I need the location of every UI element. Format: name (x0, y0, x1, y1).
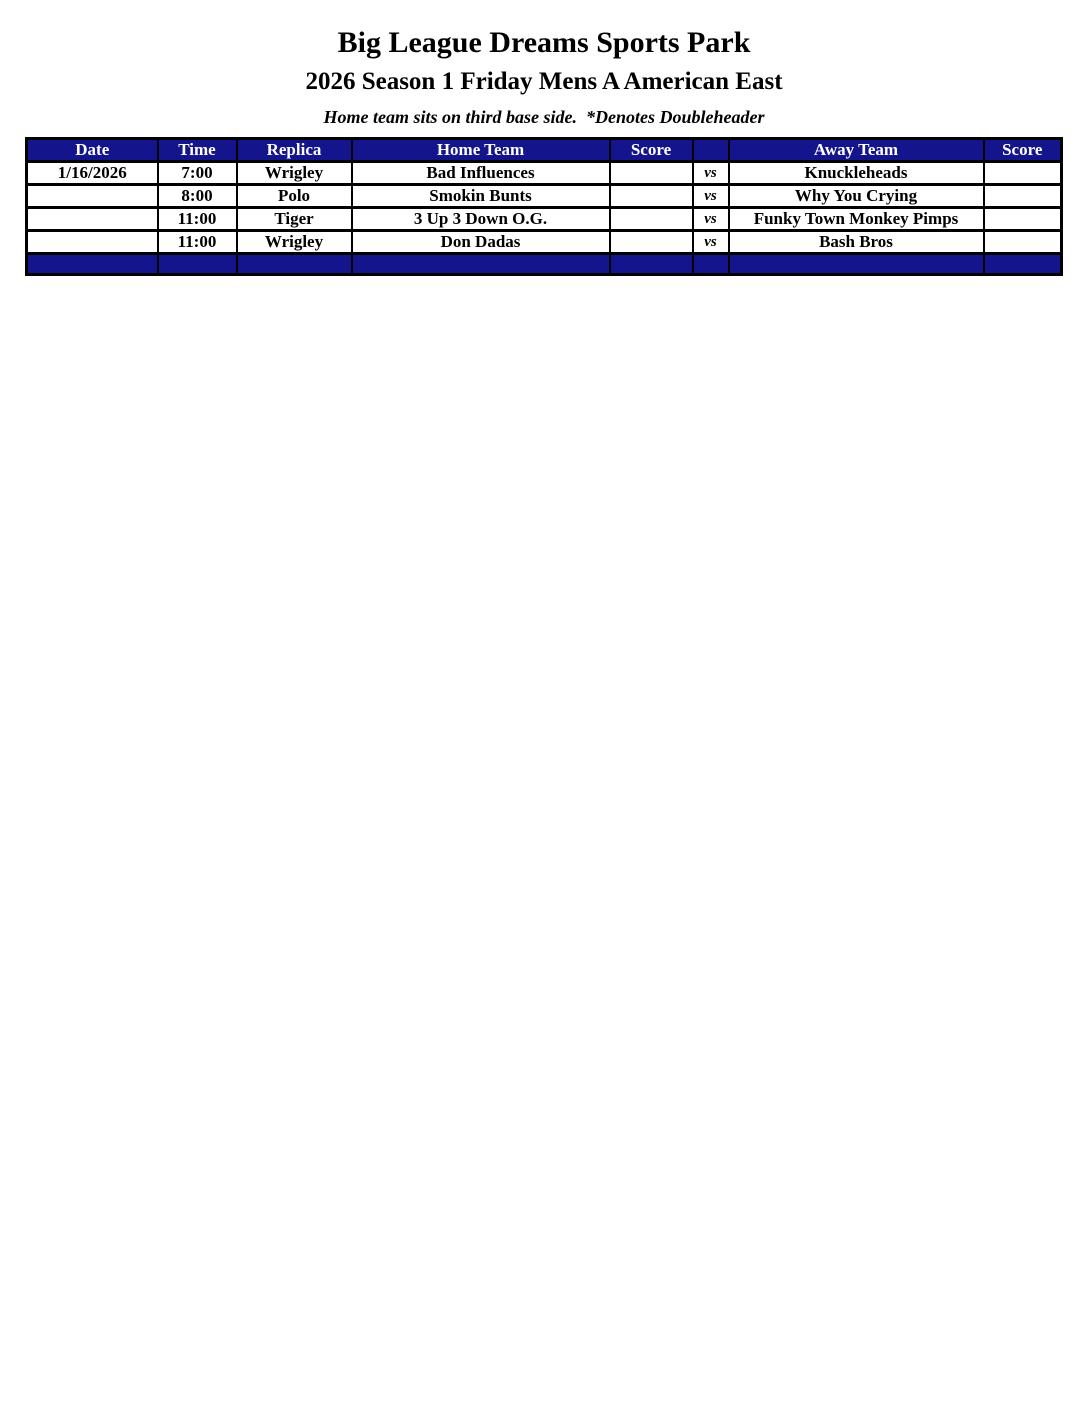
date-cell (27, 208, 158, 231)
page-title: Big League Dreams Sports Park (337, 26, 751, 59)
home-team-cell: Don Dadas (352, 231, 610, 254)
schedule-table (25, 137, 1063, 276)
page-subtitle: 2026 Season 1 Friday Mens A American East (305, 68, 783, 95)
replica-cell: Wrigley (237, 162, 352, 185)
replica-cell: Tiger (237, 208, 352, 231)
away-team-cell: Knuckleheads (729, 162, 984, 185)
away-score-cell (984, 208, 1062, 231)
table-row (27, 208, 1062, 231)
away-team-cell: Why You Crying (729, 185, 984, 208)
footer-row (27, 254, 1062, 275)
home-team-cell: Smokin Bunts (352, 185, 610, 208)
header-cell-time: Time (158, 139, 237, 162)
page-note: Home team sits on third base side. *Denotes Doubleheader (323, 107, 765, 127)
footer-cell (352, 254, 610, 275)
vs-cell: vs (693, 231, 729, 254)
header-row (27, 139, 1062, 162)
home-score-cell (610, 208, 693, 231)
footer-cell (729, 254, 984, 275)
home-team-cell: Bad Influences (352, 162, 610, 185)
table-row (27, 185, 1062, 208)
header-cell-date: Date (27, 139, 158, 162)
vs-cell: vs (693, 208, 729, 231)
away-score-cell (984, 231, 1062, 254)
replica-cell: Wrigley (237, 231, 352, 254)
away-team-cell: Funky Town Monkey Pimps (729, 208, 984, 231)
vs-cell: vs (693, 162, 729, 185)
header-cell-away-team: Away Team (729, 139, 984, 162)
table-row (27, 231, 1062, 254)
document-header (0, 0, 1088, 128)
header-cell-vs (693, 139, 729, 162)
footer-cell (237, 254, 352, 275)
away-team-cell: Bash Bros (729, 231, 984, 254)
date-cell (27, 231, 158, 254)
header-cell-away-score: Score (984, 139, 1062, 162)
footer-cell (27, 254, 158, 275)
header-cell-home-team: Home Team (352, 139, 610, 162)
time-cell: 8:00 (158, 185, 237, 208)
away-score-cell (984, 185, 1062, 208)
footer-cell (610, 254, 693, 275)
replica-cell: Polo (237, 185, 352, 208)
header-cell-home-score: Score (610, 139, 693, 162)
time-cell: 11:00 (158, 208, 237, 231)
time-cell: 11:00 (158, 231, 237, 254)
footer-cell (693, 254, 729, 275)
time-cell: 7:00 (158, 162, 237, 185)
footer-cell (158, 254, 237, 275)
table-row (27, 162, 1062, 185)
home-score-cell (610, 231, 693, 254)
vs-cell: vs (693, 185, 729, 208)
home-team-cell: 3 Up 3 Down O.G. (352, 208, 610, 231)
header-cell-replica: Replica (237, 139, 352, 162)
footer-cell (984, 254, 1062, 275)
date-cell: 1/16/2026 (27, 162, 158, 185)
away-score-cell (984, 162, 1062, 185)
home-score-cell (610, 185, 693, 208)
date-cell (27, 185, 158, 208)
home-score-cell (610, 162, 693, 185)
